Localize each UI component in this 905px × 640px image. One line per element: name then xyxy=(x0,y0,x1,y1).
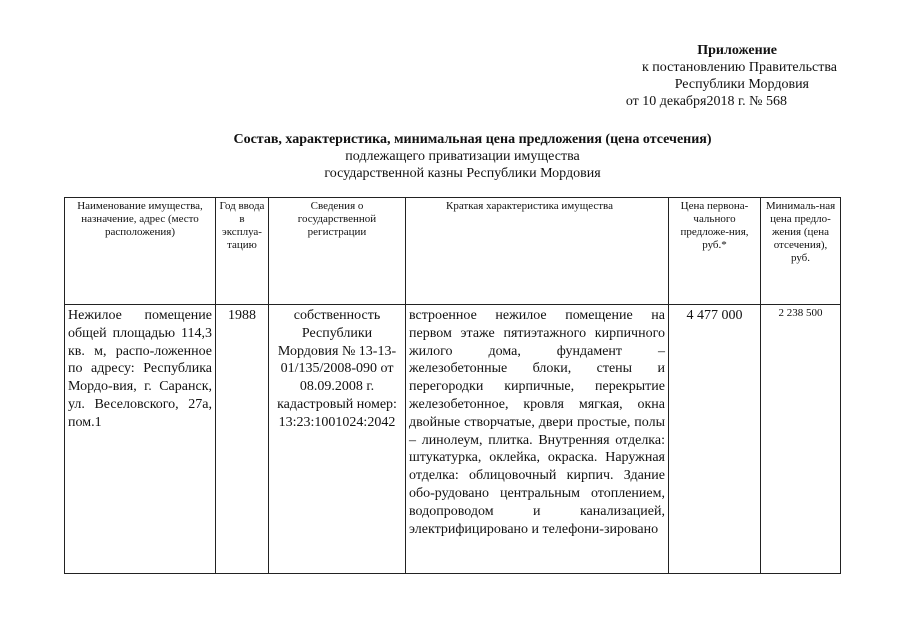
header-registration: Сведения о государственной регистрации xyxy=(269,198,406,305)
appendix-line-3: от 10 декабря2018 г. № 568 xyxy=(625,94,787,109)
header-year: Год ввода в эксплуа-тацию xyxy=(216,198,269,305)
table-row xyxy=(65,305,841,574)
title-bold: Состав, характеристика, минимальная цена предложения (цена отсечения) xyxy=(233,132,712,147)
header-description: Краткая характеристика имущества xyxy=(406,198,669,305)
cell-year: 1988 xyxy=(216,305,269,574)
appendix-line-1: к постановлению Правительства xyxy=(641,60,837,75)
document-title xyxy=(0,131,905,182)
cell-name: Нежилое помещение общей площадью 114,3 кв. м, распо-ложенное по адресу: Республика Мордо-вия, г. Саранск, ул. Веселовского, 27а, пом.1 xyxy=(65,305,216,574)
header-name: Наименование имущества, назначение, адрес (место расположения) xyxy=(65,198,216,305)
cell-min-price: 2 238 500 xyxy=(761,305,841,574)
cell-registration: собственность Республики Мордовия № 13-13-01/135/2008-090 от 08.09.2008 г. кадастровый номер: 13:23:1001024:2042 xyxy=(269,305,406,574)
appendix-heading: Приложение xyxy=(697,43,777,58)
title-sub-1: подлежащего приватизации имущества xyxy=(345,149,580,164)
title-sub-2: государственной казны Республики Мордовия xyxy=(324,166,601,181)
appendix-line-2: Республики Мордовия xyxy=(674,77,809,92)
header-price: Цена первона-чального предложе-ния, руб.* xyxy=(669,198,761,305)
table-header-row xyxy=(65,198,841,305)
appendix-block xyxy=(579,42,839,110)
cell-price: 4 477 000 xyxy=(669,305,761,574)
cell-description: встроенное нежилое помещение на первом этаже пятиэтажного кирпичного жилого дома, фундамент – железобетонные блоки, стены и перегородки кирпичные, перекрытие железобетонное, кровля мягкая, окна двойные створчатые, двери простые, полы – линолеум, плитка. Внутренняя отделка: штукатурка, оклейка, окраска. Наружная отделка: облицовочный кирпич. Здание обо-рудовано центральным отоплением, водопроводом и канализацией, электрифицировано и телефони-зировано xyxy=(406,305,669,574)
header-min-price: Минималь-ная цена предло-жения (цена отсечения), руб. xyxy=(761,198,841,305)
property-table xyxy=(64,197,841,574)
